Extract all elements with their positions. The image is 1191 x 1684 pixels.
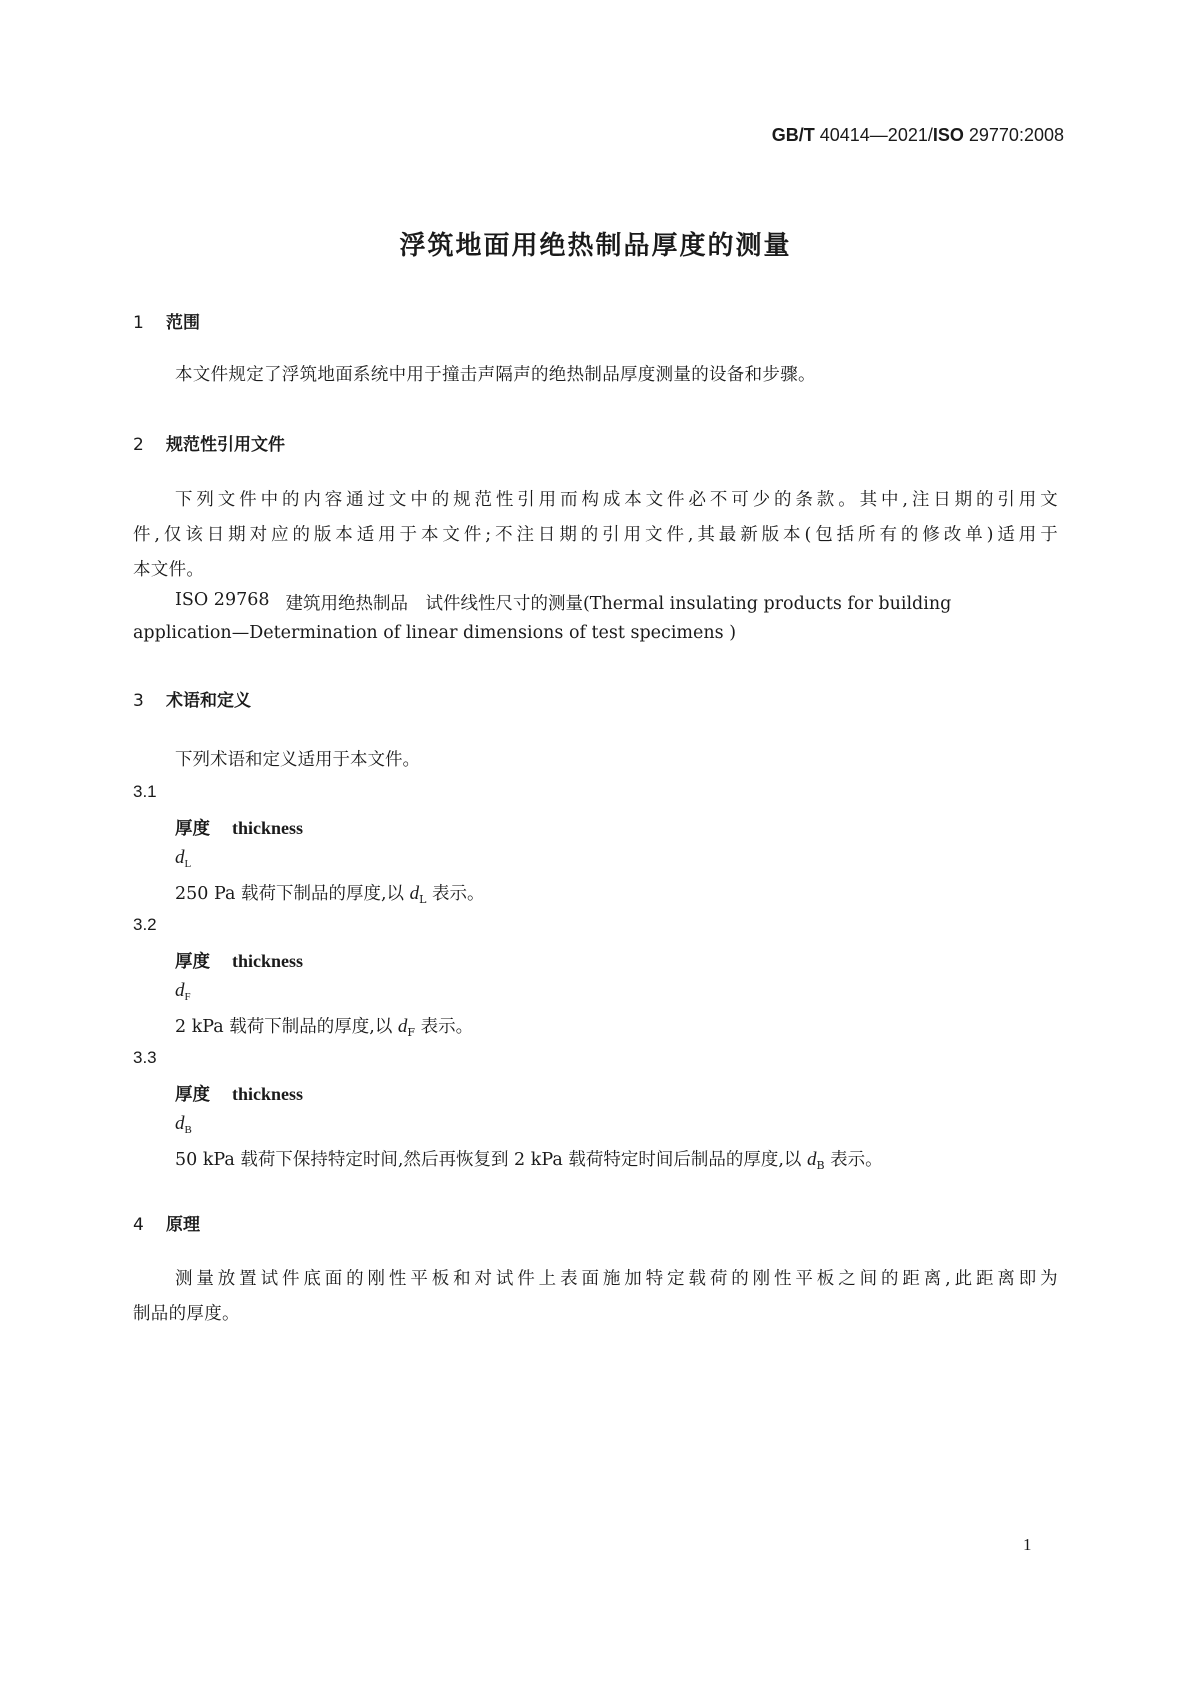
section-2-text — [133, 483, 1058, 588]
section-4-line-1: 测量放置试件底面的刚性平板和对试件上表面施加特定载荷的刚性平板之间的距离,此距离即为 — [175, 1269, 1058, 1289]
standard-code — [772, 125, 1064, 146]
section-1-title: 范围 — [166, 313, 200, 333]
section-3-intro: 下列术语和定义适用于本文件。 — [175, 750, 420, 770]
term-symbol — [175, 1113, 192, 1136]
term-name — [175, 948, 303, 973]
section-4-number: 4 — [133, 1215, 144, 1235]
section-4-text — [133, 1262, 1058, 1332]
reference-title: 建筑用绝热制品 试件线性尺寸的测量(Thermal insulating products for building — [285, 594, 952, 614]
symbol-subscript: B — [184, 1124, 192, 1136]
section-1-body: 本文件规定了浮筑地面系统中用于撞击声隔声的绝热制品厚度测量的设备和步骤。 — [175, 365, 816, 385]
section-2-title: 规范性引用文件 — [166, 435, 285, 455]
section-4-heading — [133, 1210, 200, 1235]
definition-symbol-subscript: L — [419, 893, 427, 906]
symbol-letter: d — [175, 980, 185, 1001]
definition-symbol-subscript: B — [816, 1159, 825, 1172]
symbol-subscript: L — [184, 858, 192, 870]
term-name — [175, 815, 303, 840]
term-name-cn: 厚度 — [175, 819, 210, 839]
term-symbol — [175, 980, 191, 1003]
definition-text: 250 Pa 载荷下制品的厚度,以 — [175, 884, 410, 904]
reference-code: ISO 29768 — [175, 590, 270, 610]
symbol-subscript: F — [184, 991, 191, 1003]
definition-text: 50 kPa 载荷下保持特定时间,然后再恢复到 2 kPa 载荷特定时间后制品的厚度,以 — [175, 1150, 807, 1170]
definition-symbol: d — [806, 1149, 817, 1170]
section-4-line-2: 制品的厚度。 — [133, 1304, 240, 1324]
term-name-en: thickness — [232, 951, 304, 971]
definition-text-end: 表示。 — [824, 1150, 883, 1170]
term-number: 3.2 — [133, 915, 157, 934]
page-number: 1 — [1023, 1535, 1032, 1554]
term-name-en: thickness — [232, 818, 304, 838]
term-number: 3.3 — [133, 1048, 157, 1067]
definition-text-end: 表示。 — [426, 884, 485, 904]
section-1-heading — [133, 308, 200, 333]
section-2-line-3: 本文件。 — [133, 560, 205, 580]
std-code-iso: ISO — [932, 125, 964, 145]
definition-symbol-subscript: F — [407, 1026, 416, 1039]
term-symbol — [175, 847, 191, 870]
std-code-suffix: 29770:2008 — [968, 125, 1064, 145]
section-3-heading — [133, 686, 251, 711]
std-code-mid: 40414—2021/ — [819, 125, 933, 145]
term-name-cn: 厚度 — [175, 1085, 210, 1105]
section-1-text — [133, 358, 1058, 393]
normative-reference — [175, 590, 1058, 615]
symbol-letter: d — [175, 847, 185, 868]
section-2-line-1: 下列文件中的内容通过文中的规范性引用而构成本文件必不可少的条款。其中,注日期的引用文 — [175, 490, 1058, 510]
symbol-letter: d — [175, 1113, 185, 1134]
section-2-heading — [133, 430, 285, 455]
document-title: 浮筑地面用绝热制品厚度的测量 — [399, 231, 792, 261]
term-name-en: thickness — [232, 1084, 304, 1104]
term-name — [175, 1081, 303, 1106]
section-1-number: 1 — [133, 313, 144, 333]
definition-text: 2 kPa 载荷下制品的厚度,以 — [175, 1017, 398, 1037]
section-3-number: 3 — [133, 691, 144, 711]
reference-title-continued: application—Determination of linear dimensions of test specimens ) — [133, 623, 737, 643]
term-definition — [175, 1013, 473, 1039]
definition-symbol: d — [409, 883, 420, 904]
section-3-title: 术语和定义 — [166, 691, 251, 711]
term-number: 3.1 — [133, 782, 157, 801]
std-code-prefix: GB/T — [771, 125, 815, 145]
definition-text-end: 表示。 — [415, 1017, 474, 1037]
section-4-title: 原理 — [166, 1215, 200, 1235]
term-name-cn: 厚度 — [175, 952, 210, 972]
definition-symbol: d — [397, 1016, 408, 1037]
term-definition — [175, 880, 484, 906]
term-definition — [175, 1146, 883, 1172]
section-2-line-2: 件,仅该日期对应的版本适用于本文件;不注日期的引用文件,其最新版本(包括所有的修改单)适用于 — [133, 525, 1058, 545]
section-2-number: 2 — [133, 435, 144, 455]
